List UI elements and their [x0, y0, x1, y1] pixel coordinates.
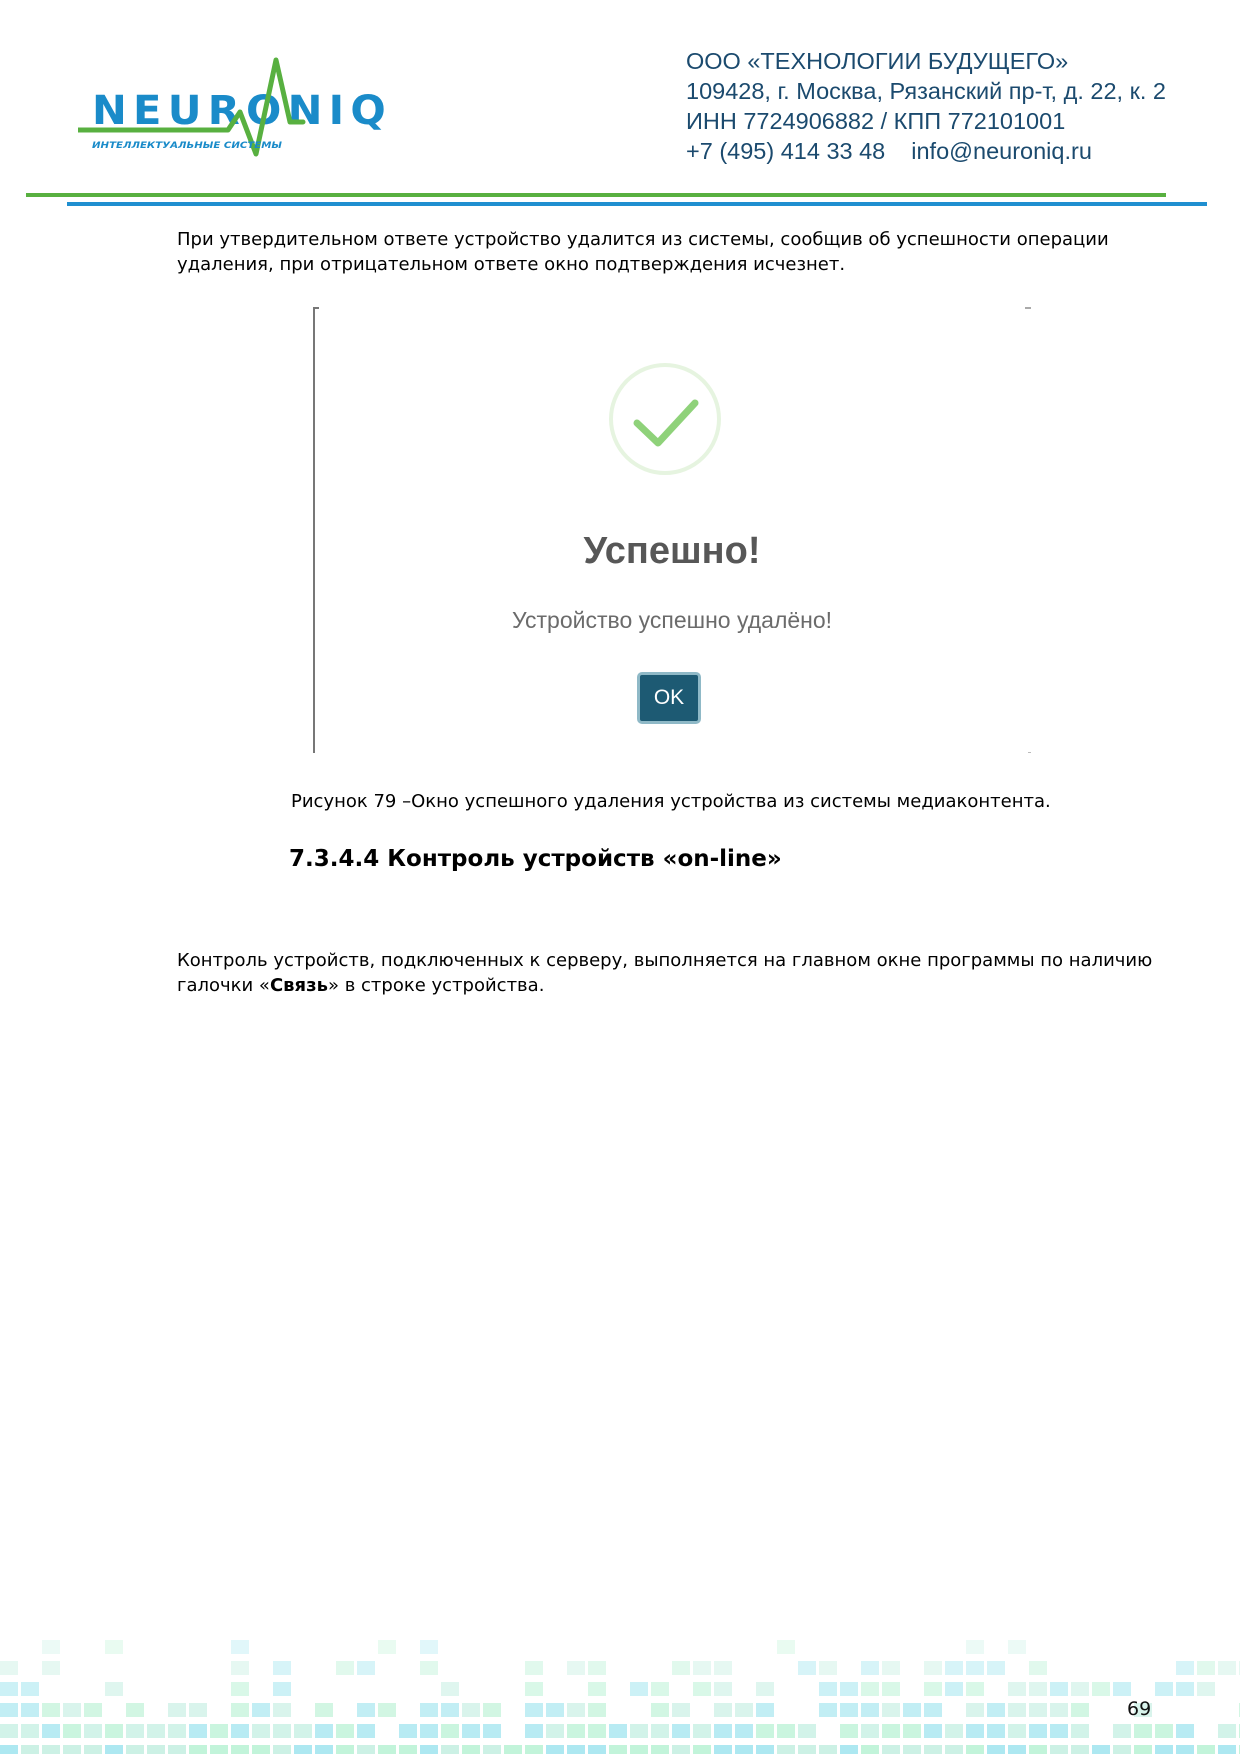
footer-pixel [252, 1703, 270, 1717]
footer-pixel [861, 1724, 879, 1738]
footer-pixel [273, 1661, 291, 1675]
footer-pixel [1029, 1703, 1047, 1717]
logo-tagline: ИНТЕЛЛЕКТУАЛЬНЫЕ СИСТЕМЫ [92, 141, 283, 151]
footer-pixel [441, 1682, 459, 1696]
footer-pixel [714, 1745, 732, 1754]
footer-pixel [672, 1745, 690, 1754]
footer-pixel [21, 1682, 39, 1696]
footer-pixel [672, 1703, 690, 1717]
company-name: ООО «ТЕХНОЛОГИИ БУДУЩЕГО» [686, 48, 1069, 74]
footer-pixel [1176, 1724, 1194, 1738]
section-paragraph-part1: Контроль устройств, подключенных к серверу, выполняется на главном окне программы по наличию галочки « [177, 950, 1153, 996]
footer-pixel [903, 1724, 921, 1738]
footer-pixel [588, 1745, 606, 1754]
company-email: info@neuroniq.ru [911, 138, 1092, 164]
company-info [686, 46, 1166, 166]
footer-pixel [987, 1703, 1005, 1717]
footer-pixel [651, 1745, 669, 1754]
footer-pixel [126, 1724, 144, 1738]
footer-pixel [882, 1661, 900, 1675]
footer-pixel [1008, 1703, 1026, 1717]
footer-pixel [924, 1745, 942, 1754]
footer-pixel [924, 1661, 942, 1675]
footer-pixel [882, 1745, 900, 1754]
footer-pixel [168, 1724, 186, 1738]
footer-pixel [819, 1745, 837, 1754]
footer-pixel [210, 1745, 228, 1754]
footer-pixel [756, 1745, 774, 1754]
figure-corner-top-right [1025, 307, 1031, 309]
footer-pixel [1008, 1745, 1026, 1754]
footer-pixel [1155, 1682, 1173, 1696]
footer-pixel [693, 1724, 711, 1738]
footer-pixel [819, 1703, 837, 1717]
footer-pixel [42, 1745, 60, 1754]
footer-pixel [1050, 1703, 1068, 1717]
footer-pixel [882, 1682, 900, 1696]
footer-pixel [231, 1682, 249, 1696]
footer-pixel [63, 1745, 81, 1754]
footer-pixel [420, 1745, 438, 1754]
footer-pixel [798, 1724, 816, 1738]
footer-pixel [924, 1682, 942, 1696]
footer-pixel [357, 1724, 375, 1738]
footer-pixel [1050, 1745, 1068, 1754]
footer-pixel [378, 1745, 396, 1754]
footer-pixel [672, 1724, 690, 1738]
footer-pixel [189, 1703, 207, 1717]
footer-pixel [756, 1724, 774, 1738]
footer-pixel [231, 1724, 249, 1738]
footer-pixel [168, 1745, 186, 1754]
footer-pixel [714, 1682, 732, 1696]
footer-pixel [1218, 1745, 1236, 1754]
footer-pixel [357, 1745, 375, 1754]
footer-pixel [798, 1745, 816, 1754]
footer-pixel [735, 1703, 753, 1717]
dialog-message: Устройство успешно удалёно! [511, 607, 833, 633]
footer-pixel [840, 1724, 858, 1738]
footer-pixel [273, 1703, 291, 1717]
footer-pixel [189, 1724, 207, 1738]
figure-corner-top-left [313, 307, 319, 309]
footer-pixel [84, 1745, 102, 1754]
footer-pixel [105, 1682, 123, 1696]
footer-pixel [945, 1724, 963, 1738]
footer-pixel [735, 1745, 753, 1754]
footer-pixel [168, 1703, 186, 1717]
header-rule-green [26, 193, 1166, 197]
success-dialog-screenshot [313, 307, 1031, 753]
footer-pixel [210, 1724, 228, 1738]
footer-pixel [420, 1703, 438, 1717]
footer-pixel [420, 1724, 438, 1738]
footer-pixel [987, 1724, 1005, 1738]
footer-pixel [651, 1703, 669, 1717]
footer-pixel [105, 1724, 123, 1738]
footer-pixel [441, 1745, 459, 1754]
footer-pixel [1134, 1724, 1152, 1738]
footer-pixel [861, 1682, 879, 1696]
footer-pixel [315, 1703, 333, 1717]
footer-pixel [1113, 1682, 1131, 1696]
footer-pixel [504, 1745, 522, 1754]
footer-pixel [714, 1703, 732, 1717]
company-contacts [686, 136, 1166, 166]
footer-pixel [462, 1724, 480, 1738]
footer-pixel [966, 1682, 984, 1696]
dialog-title: Успешно! [583, 530, 761, 572]
footer-pixel [1050, 1724, 1068, 1738]
footer-pixel [630, 1682, 648, 1696]
footer-pixel [588, 1724, 606, 1738]
footer-pixel [21, 1745, 39, 1754]
footer-pixel [945, 1745, 963, 1754]
footer-pixel [1134, 1745, 1152, 1754]
footer-pixel [1029, 1745, 1047, 1754]
footer-pixel [315, 1745, 333, 1754]
header-rule-blue [67, 202, 1207, 206]
footer-pixel [1071, 1745, 1089, 1754]
footer-pixel [462, 1745, 480, 1754]
footer-pixel [315, 1724, 333, 1738]
footer-pixel [882, 1703, 900, 1717]
success-check-icon [609, 363, 721, 475]
footer-pixel [1197, 1682, 1215, 1696]
footer-pixel [0, 1661, 18, 1675]
footer-pixel [525, 1682, 543, 1696]
footer-pixel [462, 1703, 480, 1717]
section-paragraph-part2: » в строке устройства. [327, 975, 545, 996]
footer-pixel [378, 1640, 396, 1654]
footer-pixel [861, 1661, 879, 1675]
footer-pixel [336, 1724, 354, 1738]
footer-pixel [798, 1661, 816, 1675]
footer-pixel [0, 1682, 18, 1696]
footer-pixel [1218, 1724, 1236, 1738]
footer-pixel [420, 1640, 438, 1654]
footer-pixel [1197, 1745, 1215, 1754]
footer-pixel [882, 1724, 900, 1738]
footer-pixel [126, 1745, 144, 1754]
footer-pixel [231, 1745, 249, 1754]
footer-pixel [357, 1703, 375, 1717]
footer-pixel [567, 1724, 585, 1738]
footer-pixel [525, 1724, 543, 1738]
footer-pixel [630, 1745, 648, 1754]
footer-pixel [840, 1703, 858, 1717]
footer-pixel [1071, 1703, 1089, 1717]
footer-pixel [924, 1703, 942, 1717]
footer-pixel [63, 1724, 81, 1738]
footer-pixel [693, 1661, 711, 1675]
footer-pixel [105, 1745, 123, 1754]
footer-pixel [903, 1745, 921, 1754]
section-heading: 7.3.4.4 Контроль устройств «on-line» [289, 846, 782, 872]
neuroniq-logo [78, 42, 408, 162]
company-address: 109428, г. Москва, Рязанский пр-т, д. 22, к. 2 [686, 78, 1166, 104]
footer-pixel [672, 1661, 690, 1675]
footer-pixel [1113, 1745, 1131, 1754]
footer-pixel [693, 1745, 711, 1754]
footer-pixel [1176, 1745, 1194, 1754]
footer-pixel [42, 1703, 60, 1717]
footer-pixel [1008, 1724, 1026, 1738]
footer-pixel [924, 1724, 942, 1738]
footer-pixel [546, 1724, 564, 1738]
footer-pixel [483, 1703, 501, 1717]
footer-pixel [819, 1682, 837, 1696]
footer-pixel [378, 1703, 396, 1717]
footer-pixel [945, 1661, 963, 1675]
footer-pixel [189, 1745, 207, 1754]
page-number: 69 [1127, 1698, 1152, 1720]
footer-pixel [651, 1682, 669, 1696]
footer-pixel [1071, 1724, 1089, 1738]
footer-pixel [294, 1724, 312, 1738]
footer-pixel [1029, 1682, 1047, 1696]
footer-pixel [273, 1745, 291, 1754]
footer-pixel [651, 1724, 669, 1738]
footer-pixel [966, 1640, 984, 1654]
footer-pixel [546, 1703, 564, 1717]
footer-pixel [147, 1724, 165, 1738]
footer-pixel [0, 1745, 18, 1754]
footer-pixel [1155, 1724, 1173, 1738]
footer-pixel [630, 1724, 648, 1738]
section-paragraph-bold: Связь [269, 975, 328, 996]
company-inn-kpp: ИНН 7724906882 / КПП 772101001 [686, 108, 1066, 134]
footer-pixel [336, 1661, 354, 1675]
footer-pixel [525, 1703, 543, 1717]
footer-pixel [1029, 1661, 1047, 1675]
footer-pixel [42, 1640, 60, 1654]
footer-pixel [0, 1703, 18, 1717]
figure-corner-bottom-right [1028, 752, 1031, 754]
footer-pixel [483, 1745, 501, 1754]
footer-pixel [714, 1661, 732, 1675]
intro-paragraph: При утвердительном ответе устройство удалится из системы, сообщив об успешности операции удаления, при отрицательном ответе окно подтверждения исчезнет. [177, 229, 1109, 275]
footer-pixel [336, 1745, 354, 1754]
ok-button[interactable]: OK [637, 672, 701, 724]
footer-pixel [1155, 1745, 1173, 1754]
footer-pixel [273, 1682, 291, 1696]
footer-pixel [966, 1745, 984, 1754]
footer-pixel [42, 1661, 60, 1675]
footer-pixel [357, 1661, 375, 1675]
footer-pixel [777, 1640, 795, 1654]
footer-pixel [231, 1640, 249, 1654]
footer-pixel [1176, 1682, 1194, 1696]
footer-pixel [840, 1682, 858, 1696]
footer-pixel [987, 1661, 1005, 1675]
footer-pixel [252, 1724, 270, 1738]
footer-pixel [441, 1703, 459, 1717]
footer-pixel [903, 1703, 921, 1717]
footer-pixel [126, 1703, 144, 1717]
footer-pixel [42, 1724, 60, 1738]
footer-pixel [21, 1724, 39, 1738]
footer-pixel [399, 1745, 417, 1754]
footer-pixel [21, 1703, 39, 1717]
footer-pixel [1092, 1682, 1110, 1696]
footer-pixel [861, 1703, 879, 1717]
footer-pixel [1176, 1661, 1194, 1675]
footer-pixel [1008, 1640, 1026, 1654]
footer-pixel [63, 1703, 81, 1717]
figure-caption: Рисунок 79 –Окно успешного удаления устройства из системы медиаконтента. [291, 791, 1051, 812]
footer-pixel [756, 1682, 774, 1696]
footer-pixel [840, 1745, 858, 1754]
footer-pixel [105, 1640, 123, 1654]
footer-pixel [525, 1745, 543, 1754]
footer-pixel [1071, 1682, 1089, 1696]
footer-pixel [0, 1724, 18, 1738]
footer-pixel [420, 1661, 438, 1675]
footer-pixel [252, 1745, 270, 1754]
footer-pixel [483, 1724, 501, 1738]
footer-pixel [588, 1703, 606, 1717]
footer-pixel [966, 1703, 984, 1717]
footer-pixel [693, 1682, 711, 1696]
footer-pixel [945, 1682, 963, 1696]
footer-pixel [1029, 1724, 1047, 1738]
footer-pixel-pattern [0, 1640, 1240, 1754]
footer-pixel [777, 1724, 795, 1738]
footer-pixel [1218, 1661, 1236, 1675]
footer-pixel [1113, 1724, 1131, 1738]
footer-pixel [147, 1745, 165, 1754]
footer-pixel [756, 1703, 774, 1717]
footer-pixel [525, 1661, 543, 1675]
footer-pixel [588, 1661, 606, 1675]
footer-pixel [273, 1724, 291, 1738]
footer-pixel [861, 1745, 879, 1754]
footer-pixel [735, 1724, 753, 1738]
footer-pixel [567, 1661, 585, 1675]
footer-pixel [294, 1745, 312, 1754]
footer-pixel [399, 1724, 417, 1738]
footer-pixel [819, 1661, 837, 1675]
footer-pixel [777, 1745, 795, 1754]
footer-pixel [609, 1724, 627, 1738]
logo-wordmark: NEURONIQ [92, 88, 392, 134]
footer-pixel [84, 1703, 102, 1717]
company-phone: +7 (495) 414 33 48 [686, 138, 886, 164]
footer-pixel [1050, 1682, 1068, 1696]
footer-pixel [966, 1724, 984, 1738]
footer-pixel [546, 1745, 564, 1754]
footer-pixel [231, 1703, 249, 1717]
footer-pixel [84, 1724, 102, 1738]
footer-pixel [987, 1745, 1005, 1754]
footer-pixel [966, 1661, 984, 1675]
footer-pixel [1092, 1745, 1110, 1754]
footer-pixel [1197, 1661, 1215, 1675]
footer-pixel [441, 1724, 459, 1738]
footer-pixel [714, 1724, 732, 1738]
footer-pixel [567, 1745, 585, 1754]
footer-pixel [588, 1682, 606, 1696]
footer-pixel [609, 1745, 627, 1754]
footer-pixel [1008, 1682, 1026, 1696]
section-paragraph [177, 948, 1167, 998]
footer-pixel [231, 1661, 249, 1675]
footer-pixel [567, 1703, 585, 1717]
